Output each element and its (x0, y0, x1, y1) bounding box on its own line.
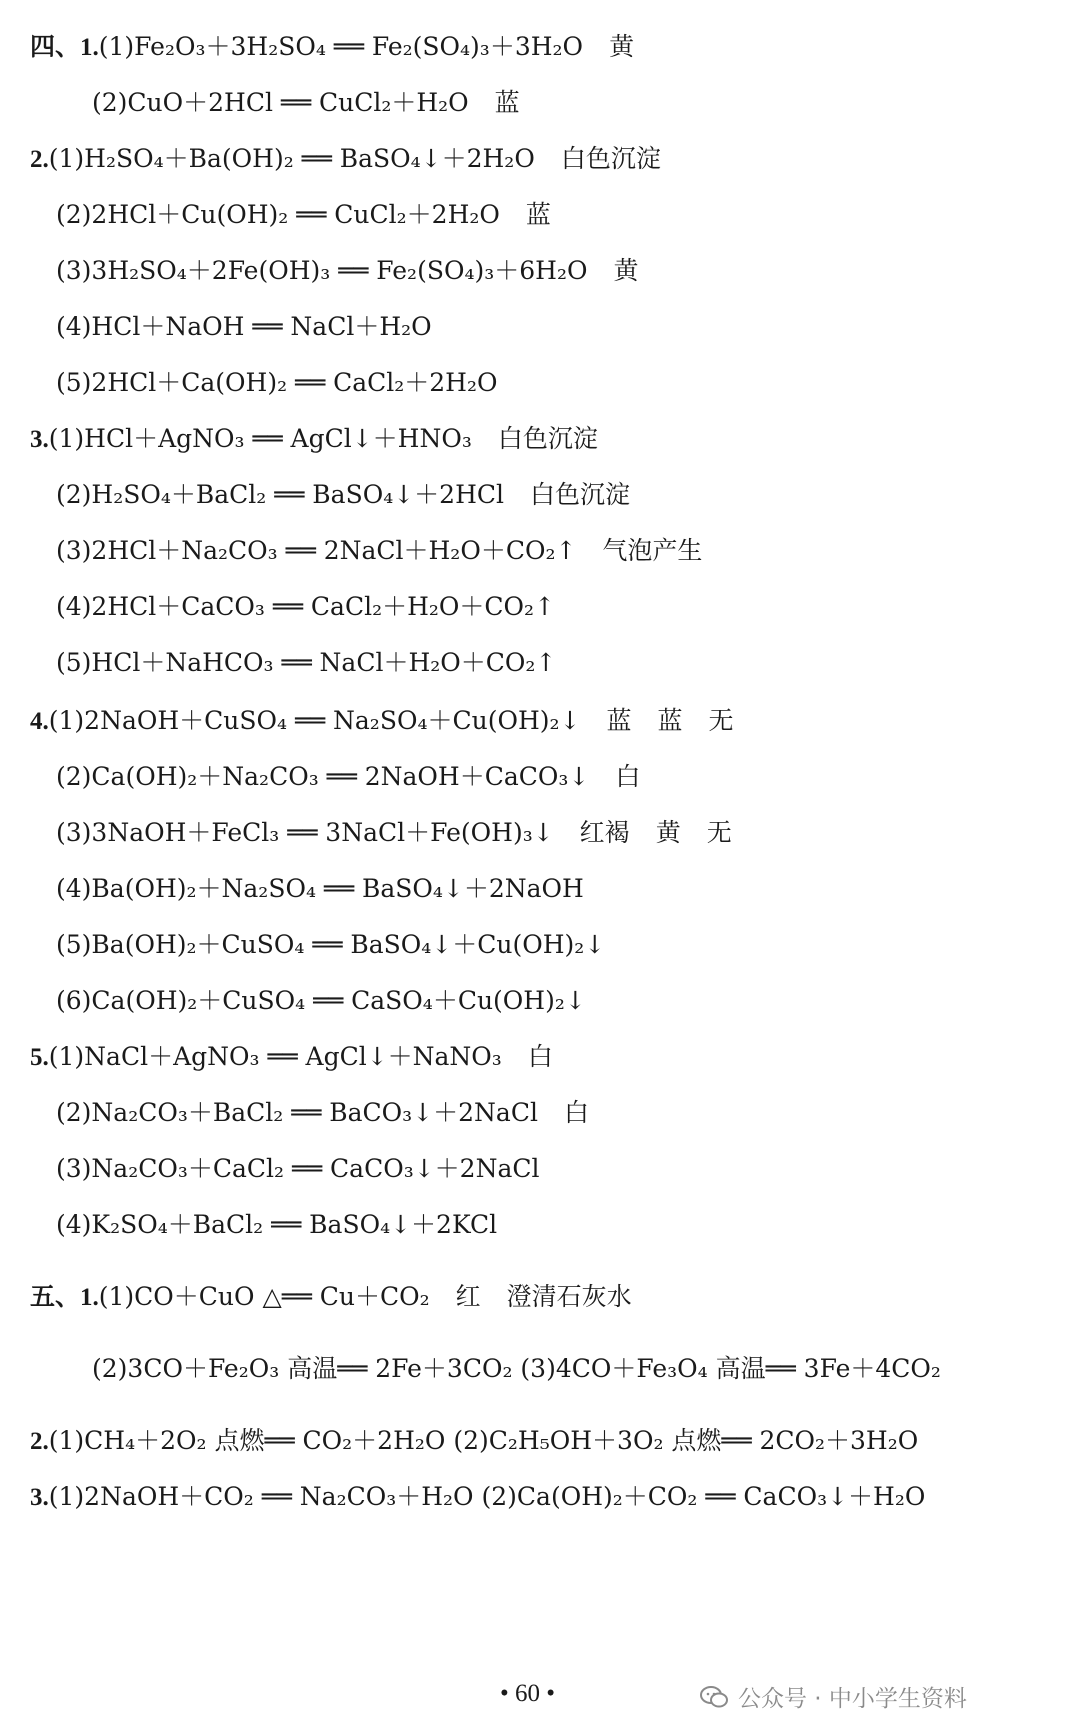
answer-text: 红褐 (579, 818, 630, 847)
page-number: • 60 • (500, 1680, 556, 1707)
item-number: 5. (30, 1044, 49, 1071)
equation-text: (3)3H₂SO₄＋2Fe(OH)₃ ══ Fe₂(SO₄)₃＋6H₂O (56, 256, 588, 285)
equation-text: (2)H₂SO₄＋BaCl₂ ══ BaSO₄↓＋2HCl (56, 480, 504, 509)
equation-line (56, 368, 498, 398)
equation-text: (1)CO＋CuO △══ Cu＋CO₂ (98, 1282, 430, 1311)
equation-line (56, 874, 584, 904)
equation-line (30, 424, 598, 455)
item-number: 3. (30, 1484, 49, 1511)
equation-line (56, 592, 555, 622)
equation-line (56, 818, 732, 848)
equation-text: (5)2HCl＋Ca(OH)₂ ══ CaCl₂＋2H₂O (56, 368, 498, 397)
equation-line (56, 986, 586, 1016)
equation-line (56, 480, 630, 510)
answer-text: 无 (706, 818, 732, 847)
equation-text: (6)Ca(OH)₂＋CuSO₄ ══ CaSO₄＋Cu(OH)₂↓ (56, 986, 586, 1015)
equation-text: (4)Ba(OH)₂＋Na₂SO₄ ══ BaSO₄↓＋2NaOH (56, 874, 584, 903)
answer-text: 蓝 (494, 88, 520, 117)
equation-line (56, 312, 432, 342)
equation-text: (5)HCl＋NaHCO₃ ══ NaCl＋H₂O＋CO₂↑ (56, 648, 557, 677)
equation-text: (2)Na₂CO₃＋BaCl₂ ══ BaCO₃↓＋2NaCl (56, 1098, 538, 1127)
answer-text: 气泡产生 (602, 536, 703, 565)
equation-line (92, 88, 520, 118)
equation-text: (2)2HCl＋Cu(OH)₂ ══ CuCl₂＋2H₂O (56, 200, 500, 229)
answer-text: 无 (708, 706, 734, 735)
answer-text: 白色沉淀 (497, 424, 598, 453)
item-number: 4. (30, 708, 49, 735)
equation-text: (1)NaCl＋AgNO₃ ══ AgCl↓＋NaNO₃ (48, 1042, 502, 1071)
item-number: 3. (30, 426, 49, 453)
equation-line (30, 144, 661, 175)
equation-line (56, 1210, 497, 1240)
equation-text: (3)3NaOH＋FeCl₃ ══ 3NaCl＋Fe(OH)₃↓ (56, 818, 554, 847)
equation-line (30, 1042, 553, 1073)
equation-text: (1)CH₄＋2O₂ 点燃══ CO₂＋2H₂O (2)C₂H₅OH＋3O₂ 点燃══ 2CO₂＋3H₂O (48, 1426, 919, 1455)
equation-text: (4)HCl＋NaOH ══ NaCl＋H₂O (56, 312, 432, 341)
equation-text: (3)2HCl＋Na₂CO₃ ══ 2NaCl＋H₂O＋CO₂↑ (56, 536, 577, 565)
answer-text: 蓝 (606, 706, 632, 735)
equation-line (56, 762, 640, 792)
watermark-text: 公众号 · 中小学生资料 (738, 1686, 967, 1712)
equation-text: (2)Ca(OH)₂＋Na₂CO₃ ══ 2NaOH＋CaCO₃↓ (56, 762, 590, 791)
equation-line (56, 256, 639, 286)
equation-line (30, 706, 734, 737)
equation-text: (1)H₂SO₄＋Ba(OH)₂ ══ BaSO₄↓＋2H₂O (48, 144, 535, 173)
answer-text: 白色沉淀 (560, 144, 661, 173)
equation-line (56, 1354, 941, 1384)
answer-text: 蓝 (525, 200, 551, 229)
equation-line (30, 1282, 632, 1313)
answer-text: 白 (563, 1098, 589, 1127)
answer-text: 白 (527, 1042, 553, 1071)
equation-text: (2)3CO＋Fe₂O₃ 高温══ 2Fe＋3CO₂ (3)4CO＋Fe₃O₄ 高温══ 3Fe＋4CO₂ (92, 1354, 941, 1383)
item-number: 2. (30, 1428, 49, 1455)
watermark (700, 1680, 967, 1713)
equation-text: (1)Fe₂O₃＋3H₂SO₄ ══ Fe₂(SO₄)₃＋3H₂O (98, 32, 584, 61)
equation-text: (4)K₂SO₄＋BaCl₂ ══ BaSO₄↓＋2KCl (56, 1210, 498, 1239)
equation-line (56, 648, 556, 678)
equation-text: (5)Ba(OH)₂＋CuSO₄ ══ BaSO₄↓＋Cu(OH)₂↓ (56, 930, 606, 959)
equation-text: (1)HCl＋AgNO₃ ══ AgCl↓＋HNO₃ (48, 424, 472, 453)
equation-line (56, 1098, 589, 1128)
equation-line (56, 536, 702, 566)
answer-text: 白 (615, 762, 641, 791)
equation-line (30, 1482, 925, 1513)
page-footer (0, 1680, 1080, 1720)
equation-text: (3)Na₂CO₃＋CaCl₂ ══ CaCO₃↓＋2NaCl (56, 1154, 540, 1183)
equation-line (30, 1426, 918, 1457)
answer-text: 黄 (613, 256, 639, 285)
answer-text: 澄清石灰水 (506, 1282, 632, 1311)
equation-text: (1)2NaOH＋CO₂ ══ Na₂CO₃＋H₂O (2)Ca(OH)₂＋CO₂ ══ CaCO₃↓＋H₂O (48, 1482, 926, 1511)
answer-text: 红 (455, 1282, 481, 1311)
equation-line (56, 1154, 539, 1184)
answer-text: 黄 (655, 818, 681, 847)
equation-line (56, 200, 551, 230)
item-number: 2. (30, 146, 49, 173)
equation-text: (4)2HCl＋CaCO₃ ══ CaCl₂＋H₂O＋CO₂↑ (56, 592, 556, 621)
equation-text: (2)CuO＋2HCl ══ CuCl₂＋H₂O (92, 88, 469, 117)
equation-line (30, 32, 634, 63)
answer-text: 蓝 (657, 706, 683, 735)
equation-line (56, 930, 605, 960)
item-number: 四、1. (30, 34, 99, 61)
wechat-icon (700, 1686, 728, 1708)
answer-text: 黄 (609, 32, 635, 61)
answer-text: 白色沉淀 (530, 480, 631, 509)
equation-text: (1)2NaOH＋CuSO₄ ══ Na₂SO₄＋Cu(OH)₂↓ (48, 706, 581, 735)
item-number: 五、1. (30, 1284, 99, 1311)
